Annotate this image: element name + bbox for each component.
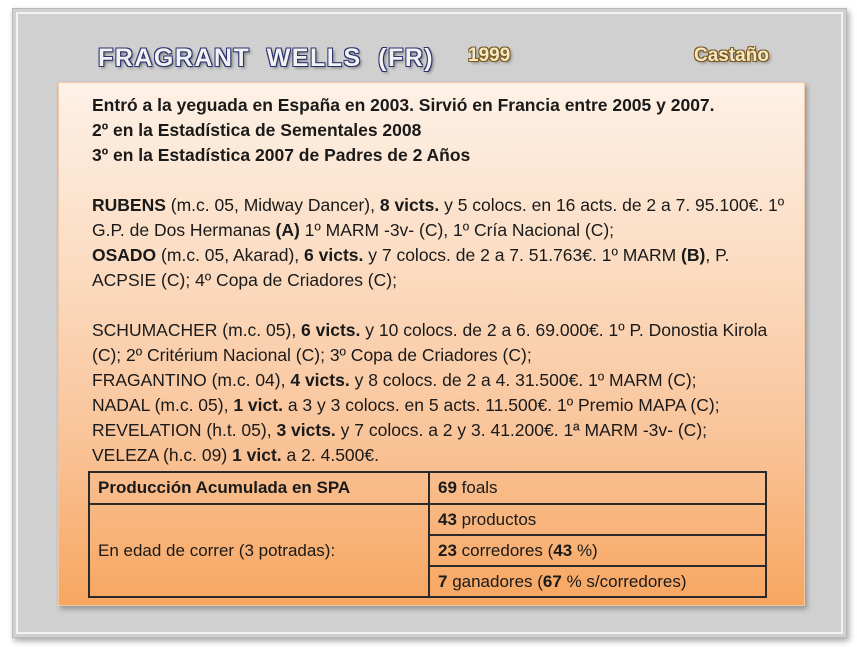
- offspring-entry: OSADO (m.c. 05, Akarad), 6 victs. y 7 colocs. de 2 a 7. 51.763€. 1º MARM (B), P. ACPSIE (C); 4º Copa de Criadores (C);: [92, 245, 730, 290]
- horse-name: FRAGRANT WELLS (FR): [98, 44, 435, 72]
- products-cell: 43 productos: [429, 504, 766, 535]
- offspring-entry: RUBENS (m.c. 05, Midway Dancer), 8 victs. y 5 colocs. en 16 acts. de 2 a 7. 95.100€. 1º G.P. de Dos Hermanas (A) 1º MARM -3v- (C), 1º Cría Nacional (C);: [92, 195, 785, 240]
- winners-cell: 7 ganadores (67 % s/corredores): [429, 566, 766, 597]
- table-row: [89, 472, 766, 504]
- birth-year: 1999: [468, 45, 511, 66]
- intro-line: Entró a la yeguada en España en 2003. Sirvió en Francia entre 2005 y 2007.: [92, 95, 715, 115]
- production-table: [88, 471, 767, 598]
- foals-cell: 69 foals: [429, 472, 766, 504]
- runners-cell: 23 corredores (43 %): [429, 535, 766, 566]
- info-text: [92, 93, 792, 468]
- offspring-entry: REVELATION (h.t. 05), 3 victs. y 7 colocs. a 2 y 3. 41.200€. 1ª MARM -3v- (C);: [92, 420, 708, 440]
- offspring-entry: VELEZA (h.c. 09) 1 vict. a 2. 4.500€.: [92, 445, 379, 465]
- offspring-entry: SCHUMACHER (m.c. 05), 6 victs. y 10 colocs. de 2 a 6. 69.000€. 1º P. Donostia Kirola (C); 2º Critérium Nacional (C); 3º Copa de Criadores (C);: [92, 320, 768, 365]
- table-row: [89, 504, 766, 535]
- offspring-entry: NADAL (m.c. 05), 1 vict. a 3 y 3 colocs. en 5 acts. 11.500€. 1º Premio MAPA (C);: [92, 395, 720, 415]
- age-label: En edad de correr (3 potradas):: [89, 504, 429, 597]
- intro-line: 3º en la Estadística 2007 de Padres de 2 Años: [92, 145, 471, 165]
- intro-line: 2º en la Estadística de Sementales 2008: [92, 120, 422, 140]
- offspring-entry: FRAGANTINO (m.c. 04), 4 victs. y 8 colocs. de 2 a 4. 31.500€. 1º MARM (C);: [92, 370, 697, 390]
- coat-color: Castaño: [694, 45, 769, 66]
- production-label: Producción Acumulada en SPA: [89, 472, 429, 504]
